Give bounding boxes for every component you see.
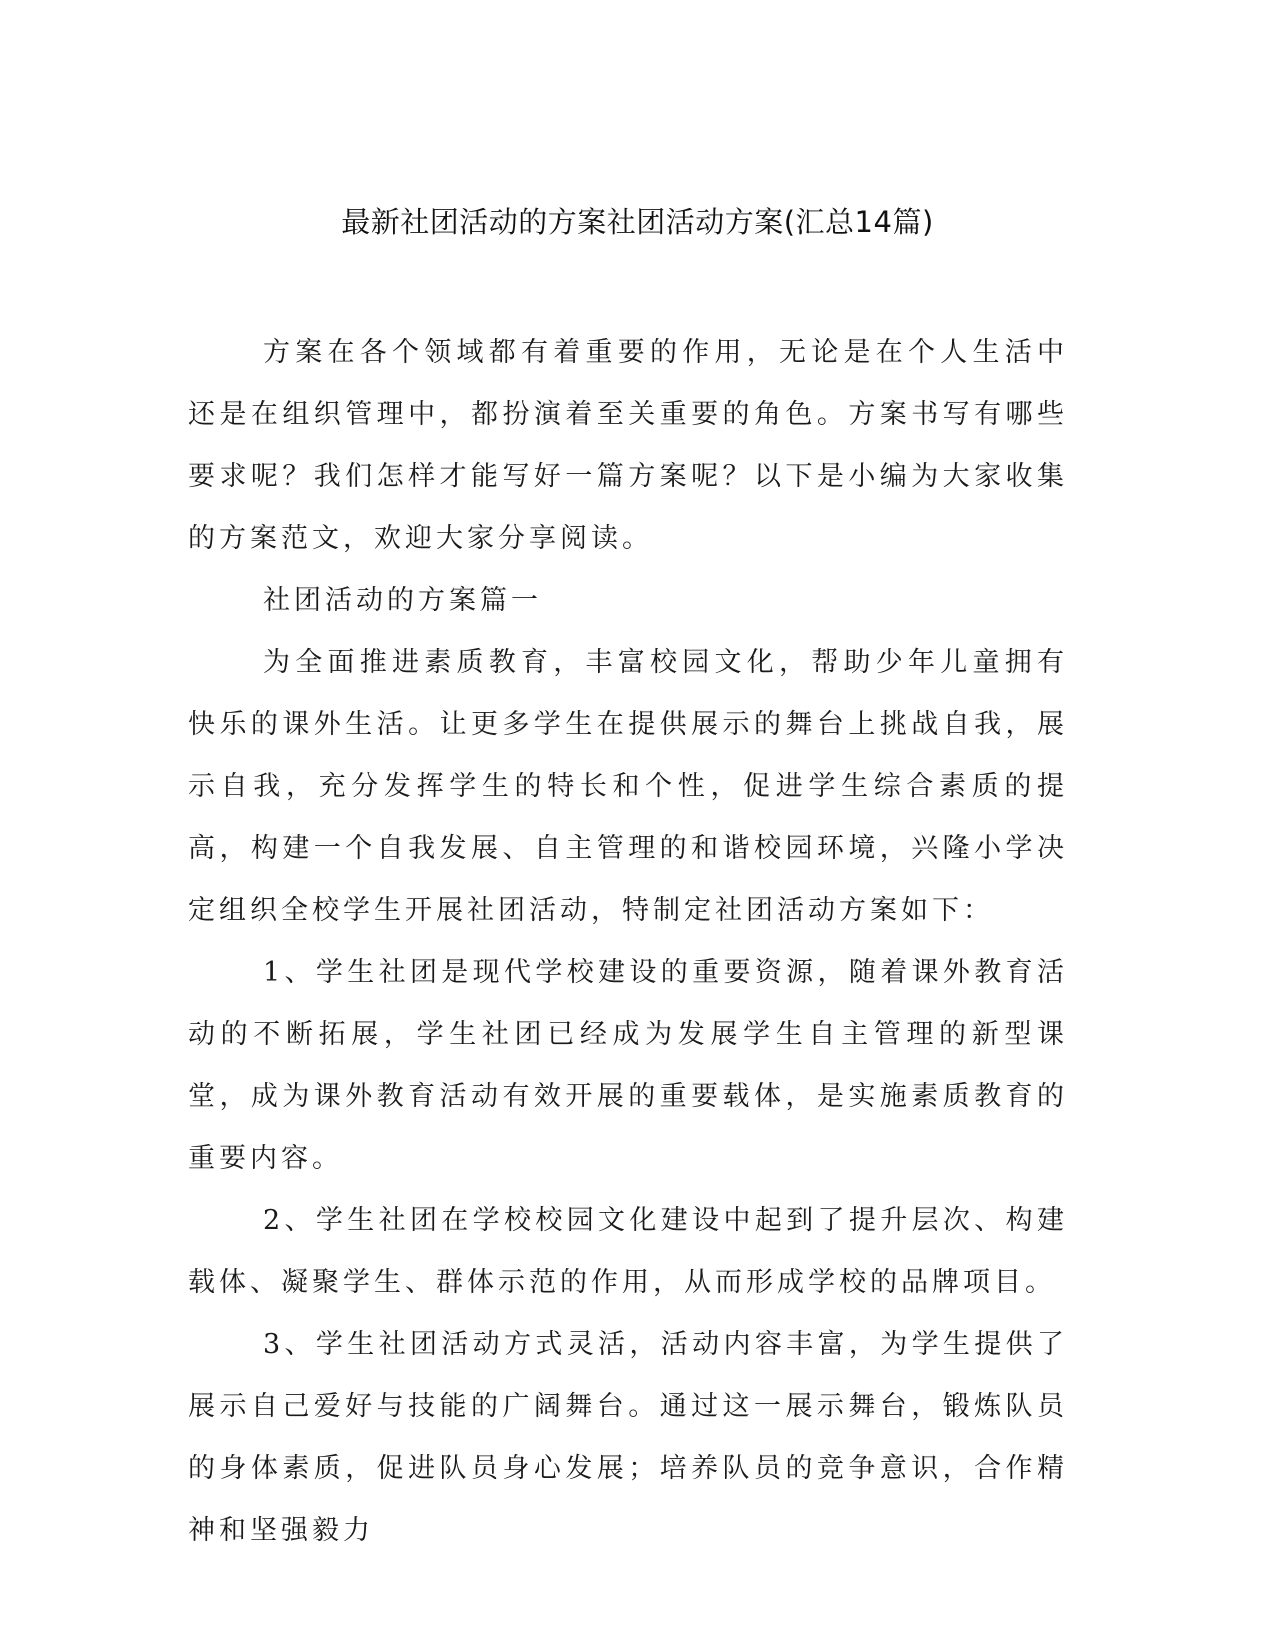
paragraph-item-2: 2、学生社团在学校校园文化建设中起到了提升层次、构建载体、凝聚学生、群体示范的作用，从而形成学校的品牌项目。 <box>188 1205 1068 1298</box>
section-heading: 社团活动的方案篇一 <box>263 585 542 616</box>
paragraph-item-1: 1、学生社团是现代学校建设的重要资源，随着课外教育活动的不断拓展，学生社团已经成为发展学生自主管理的新型课堂，成为课外教育活动有效开展的重要载体，是实施素质教育的重要内容。 <box>188 957 1068 1174</box>
document-title: 最新社团活动的方案社团活动方案(汇总14篇) <box>341 205 934 239</box>
document-body <box>188 322 1068 1562</box>
paragraph-item-3: 3、学生社团活动方式灵活，活动内容丰富，为学生提供了展示自己爱好与技能的广阔舞台。通过这一展示舞台，锻炼队员的身体素质，促进队员身心发展；培养队员的竞争意识，合作精神和坚强毅力 <box>188 1329 1068 1546</box>
paragraph-purpose: 为全面推进素质教育，丰富校园文化，帮助少年儿童拥有快乐的课外生活。让更多学生在提供展示的舞台上挑战自我，展示自我，充分发挥学生的特长和个性，促进学生综合素质的提高，构建一个自我发展、自主管理的和谐校园环境，兴隆小学决定组织全校学生开展社团活动，特制定社团活动方案如下： <box>188 647 1068 926</box>
paragraph-intro: 方案在各个领域都有着重要的作用，无论是在个人生活中还是在组织管理中，都扮演着至关重要的角色。方案书写有哪些要求呢？我们怎样才能写好一篇方案呢？以下是小编为大家收集的方案范文，欢迎大家分享阅读。 <box>188 337 1068 554</box>
